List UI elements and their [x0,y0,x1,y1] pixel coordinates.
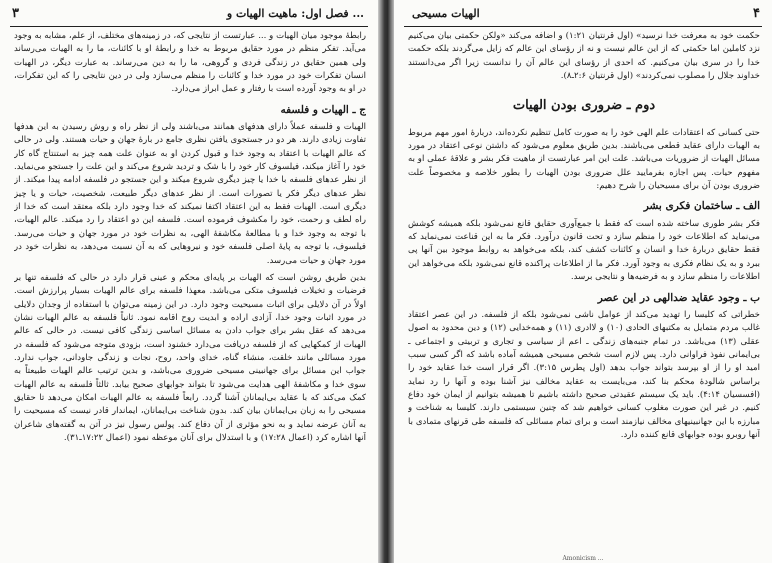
right-page-text [408,30,760,555]
paragraph: خطراتی که کلیسا را تهدید می‌کند از عوامل ناشی نمی‌شود بلکه از فلسفه. در این عصر اعتقاد غالب مردم متمایل به مکتبهای الحادی (۱۰) و لاادری (۱۱) و همه‌خدایی (۱۲) و دین محدود به اصول عقلی (۱۳) می‌باشد. در تمام جنبه‌های زندگی ـ اعم از سیاسی و تجاری و تربیتی و اجتماعی ـ بی‌ایمانی نفوذ فراوانی دارد. پس لازم است شخص مسیحی همیشه آماده باشد که اگر کسی سبب امید او را از او بپرسد بتواند جواب بدهد (اول پطرس ۳:۱۵). اگر قرار است خدا عقاید خود را براساس شالودهٔ محکم بنا کند، می‌بایست به عقاید مخالف نیز آشنا بوده و آنها را رد نماید (افسسیان ۴:۱۴). باید یک سیستم عقیدتی صحیح داشته باشیم تا همیشه بتوانیم از ایمان خود دفاع کنیم. در غیر این صورت مغلوب کسانی خواهیم شد که چنین سیستمی دارند. کلیسا به شناخت و مبارزه با این جهانبینیهای مخالف نیازمند است و برای تمام مسائلی که فلسفه طی قرنهای متمادی با آنها روبرو بوده جوابهای قانع کننده دارد. [408,309,760,440]
page-footer: Amonicism ... [562,555,604,562]
left-page-text [14,30,366,555]
paragraph: بدین طریق روشن است که الهیات بر پایه‌ای محکم و عینی قرار دارد در حالی که فلسفه تنها بر فرضیات و تخیلات فیلسوف متکی می‌باشد. معهذا فلسفه برای عالم الهیات بسیار پرارزش است. اولاً در آن دلایلی برای اثبات مسیحیت وجود دارد. در این زمینه می‌توان با استفاده از وجدان دلایلی در مورد اثبات وجود خدا، آزادی اراده و ابدیت روح اقامه نمود. ثانیاً فلسفه به عالم الهیات نشان می‌دهد که عقل بشر برای جواب دادن به مسائل اساسی زندگی کافی نیست. در حالی که عالم الهیات از کمکهایی که از فلسفه دریافت می‌دارد خشنود است، بزودی متوجه می‌شود که فلسفه در مورد مسائلی مانند خلقت، منشاء گناه، خدای واحد، روح، نجات و زندگی جاودانی، جواب ندارد. جواب این مسائل برای جهانبینی مسیحی ضروری می‌باشد، و بدین ترتیب عالم الهیات طبیعتاً به سوی خدا و مکاشفهٔ الهی هدایت می‌شود تا بتواند جوابهای صحیح بیابد. ثالثاً فلسفه به عالم الهیات کمک می‌کند که با عقاید بی‌ایمانان آشنا گردد. رابعاً فلسفه به عالم الهیات امکان می‌دهد تا حقایق مسیحی را به زبان بی‌ایمانان بیان کند. بدون شناخت بی‌ایمانان، ایماندار قادر نیست که مسیحیت را به آنان عرضه نماید و به نحو مؤثری از آن دفاع کند. پولس رسول نیز در آتن به گفته‌های شاعران آنها اشاره کرد (اعمال ۱۷:۲۸) و با استدلال برای آنان موعظه نمود (اعمال ۱۷:۲۲ـ۳۱). [14,272,366,443]
right-page-number: ۴ [753,6,760,21]
chapter-heading: دوم ـ ضروری بودن الهیات [512,98,656,114]
paragraph: الهیات و فلسفه عملاً دارای هدفهای همانند می‌باشند ولی از نظر راه و روش رسیدن به این هدفها تفاوت زیادی دارند. هر دو در جستجوی یافتن نظری جامع در بارهٔ جهان و حیات هستند. ولی در حالی که عالم الهیات با اعتقاد به وجود خدا و قبول کردن او به عنوان علت همه چیز به استنتاج گاه کار خود را آغاز میکند، فیلسوف کار خود را با شک و تردید شروع می‌کند و این علت را جستجو می‌نماید. از نظر عدهای فلسفه با خدا یا چیز دیگری شروع میکند و این جستجو در فلسفه ادامه پیدا میکند. از نظر عدهای دیگر فکر یا تصورات است. از نظر عدهای دیگر طبیعت، شخصیت، حیات و یا چیز دیگری است. الهیات فقط به این اعتقاد اکتفا نمیکند که خدا وجود دارد بلکه معتقد است که خدا از راه لطف و رحمت، خود را مکشوف فرموده است. فلسفه این دو اعتقاد را رد میکند. عالم الهیات، با توجه به وجود خدا و با مطالعهٔ مکاشفهٔ الهی، به نظرات خود در مورد جهان و حیات می‌رسد. فیلسوف، با توجه به پایهٔ اصلی فلسفه خود و نیروهایی که به آن نسبت می‌دهد، به نظرات خود در مورد جهان و حیات می‌رسد. [14,122,366,266]
left-page-number: ۳ [12,6,19,21]
paragraph: حتی کسانی که اعتقادات علم الهی خود را به صورت کامل تنظیم نکرده‌اند، دربارهٔ امور مهم مربوط به الهیات دارای عقاید قطعی می‌باشند. بدین طریق معلوم می‌شود که داشتن نوعی اعتقاد در مورد مسائل الهیات از ضروریات می‌باشد. علت این امر عبارتست از ماهیت فکر بشر و علاقهٔ عملی او به مفهوم حیات. پس اجازه بفرمایید علل ضروری بودن الهیات را بطور خلاصه و مخصوصاً علت ضروری بودن آن برای مسیحیان را شرح دهیم: [408,127,760,192]
left-running-title: فصل اول: ماهیت الهیات و ... [226,7,364,20]
left-page-header [10,6,368,27]
section-heading: ج ـ الهیات و فلسفه [280,103,366,116]
subsection-heading: الف ـ ساختمان فکری بشر [643,200,760,213]
paragraph: فکر بشر طوری ساخته شده است که فقط با جمع‌آوری حقایق قانع نمی‌شود بلکه همیشه کوشش می‌نماید که اطلاعات خود را منظم سازد و تحت قانون درآورد. فکر ما به این قناعت نمی‌نماید که فقط حقایق دربارهٔ خدا و انسان و کائنات کشف کند، بلکه می‌خواهد به روابط موجود بین آنها پی ببرد و به یک نظام فکری به وجود آورد. فکر ما از اطلاعات پراکنده قانع نمی‌شود بلکه می‌خواهد این اطلاعات را منظم سازد و به فرضیه‌ها و نتایجی برسد. [408,218,760,283]
right-page-header [404,6,762,27]
subsection-heading: ب ـ وجود عقاید ضدالهی در این عصر [597,291,760,304]
right-running-title: الهیات مسیحی [412,7,480,20]
paragraph: رابطهٔ موجود میان الهیات و ... عبارتست از نتایجی که، در زمینه‌های مختلف، از علم، مشابه به وجود می‌آید. تفکر منظم در مورد حقایق مربوط به خدا و رابطهٔ او با کائنات، ما را به الهیات می‌رساند ولی همین حقایق در زندگی فردی و گروهی، ما را به دین می‌رساند. به عبارت دیگر، در الهیات انسان تفکرات خود در مورد خدا و کائنات را منظم می‌سازد ولی در دین نتایجی را که این تفکرات، در او به وجود آورده است با رفتار و عمل ابراز می‌دارد. [14,31,366,95]
paragraph: حکمت خود به معرفت خدا نرسید» (اول قرنتیان ۱:۲۱) و اضافه می‌کند «ولکن حکمتی بیان می‌کنیم نزد کاملین اما حکمتی که از این عالم نیست و نه از رؤسای این عالم که زایل می‌گردند بلکه حکمت خدا را در سری بیان می‌کنیم. که احدی از رؤسای این عالم آن را ندانست زیرا اگر می‌دانستند خداوند جلال را مصلوب نمی‌کردند» (اول قرنتیان ۲:۶ـ۸). [408,31,760,82]
right-page [394,0,772,563]
book-gutter [378,0,394,563]
left-page [0,0,378,563]
